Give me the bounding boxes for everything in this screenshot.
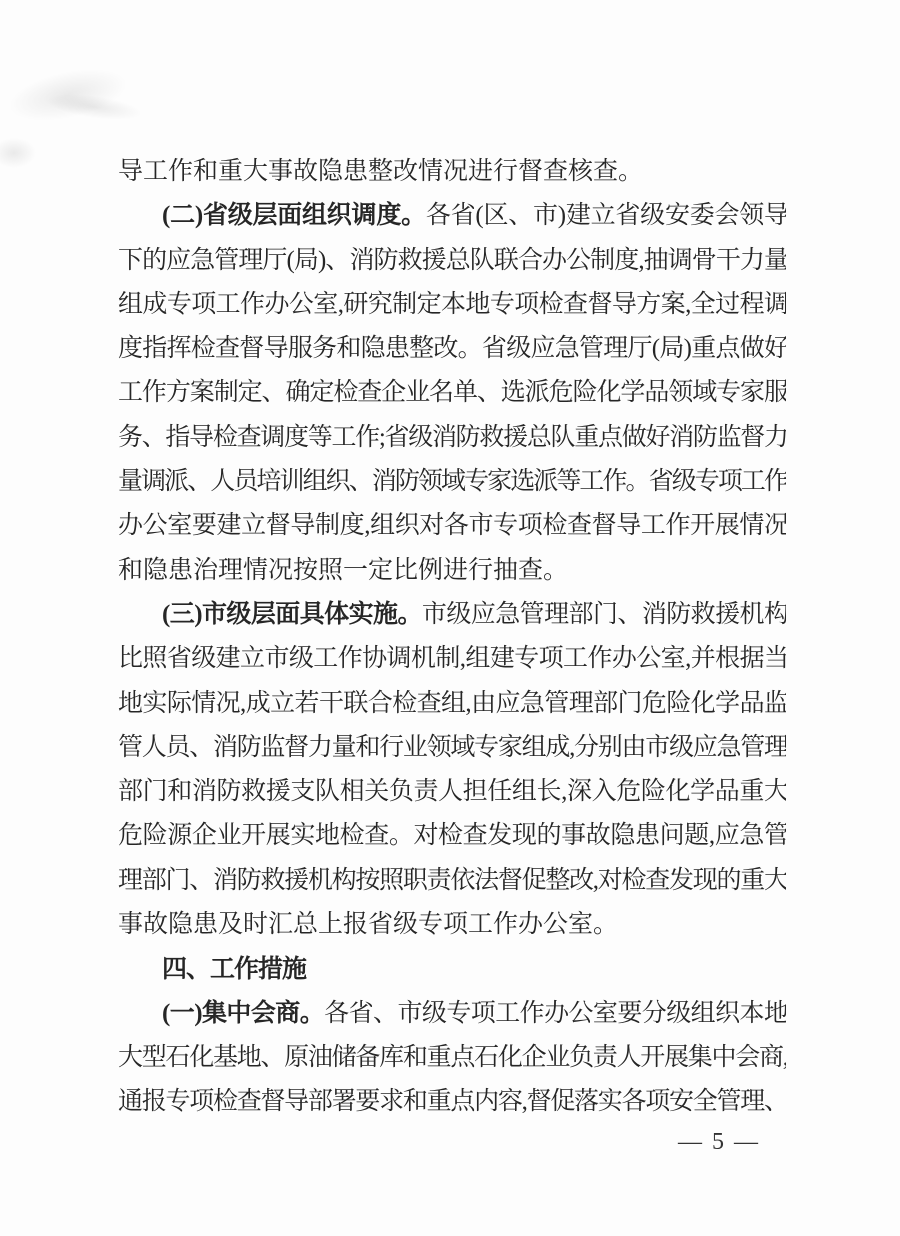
- bold-lead: 四、工作措施: [162, 955, 307, 984]
- text-line: [118, 1080, 786, 1124]
- text-line: [118, 770, 786, 814]
- text-line: [118, 903, 786, 947]
- text-line: [118, 460, 786, 504]
- line-text: 大型石化基地、原油储备库和重点石化企业负责人开展集中会商,: [118, 1043, 786, 1071]
- text-line: [118, 859, 786, 903]
- bold-lead: (三)市级层面具体实施。: [162, 600, 422, 628]
- text-line: [118, 549, 786, 593]
- scan-smudge: [45, 89, 143, 124]
- line-text: 部门和消防救援支队相关负责人担任组长,深入危险化学品重大: [118, 778, 786, 806]
- scan-smudge: [0, 138, 36, 168]
- text-line: [118, 327, 786, 371]
- text-line: [118, 416, 786, 460]
- text-line: [118, 194, 786, 238]
- line-text: 比照省级建立市级工作协调机制,组建专项工作办公室,并根据当: [118, 645, 786, 673]
- text-line: [118, 283, 786, 327]
- page-number: [0, 1124, 900, 1160]
- line-text: 和隐患治理情况按照一定比例进行抽查。: [118, 556, 569, 584]
- line-text: 组成专项工作办公室,研究制定本地专项检查督导方案,全过程调: [118, 290, 786, 318]
- text-line: [118, 371, 786, 415]
- bold-lead: (二)省级层面组织调度。: [162, 202, 426, 230]
- bold-lead: (一)集中会商。: [162, 999, 325, 1027]
- line-text: 各省(区、市)建立省级安委会领导: [425, 202, 786, 230]
- text-line: [118, 239, 786, 283]
- text-line: [118, 504, 786, 548]
- text-line: [118, 1036, 786, 1080]
- line-text: 事故隐患及时汇总上报省级专项工作办公室。: [118, 911, 619, 939]
- line-text: 危险源企业开展实地检查。对检查发现的事故隐患问题,应急管: [118, 822, 786, 850]
- line-text: 办公室要建立督导制度,组织对各市专项检查督导工作开展情况: [118, 512, 786, 540]
- line-text: 下的应急管理厅(局)、消防救援总队联合办公制度,抽调骨干力量: [118, 246, 786, 274]
- text-line: [118, 637, 786, 681]
- text-line: [118, 726, 786, 770]
- line-text: 通报专项检查督导部署要求和重点内容,督促落实各项安全管理、: [118, 1088, 786, 1116]
- section-heading: [118, 947, 786, 991]
- line-text: 导工作和重大事故隐患整改情况进行督查核查。: [118, 158, 644, 185]
- text-line: [118, 593, 786, 637]
- text-line: [118, 814, 786, 858]
- line-text: 量调派、人员培训组织、消防领域专家选派等工作。省级专项工作: [118, 468, 786, 496]
- text-line: [118, 150, 786, 194]
- line-text: 地实际情况,成立若干联合检查组,由应急管理部门危险化学品监: [118, 689, 786, 717]
- line-text: 市级应急管理部门、消防救援机构: [421, 600, 786, 628]
- line-text: 工作方案制定、确定检查企业名单、选派危险化学品领域专家服: [118, 379, 786, 407]
- line-text: 务、指导检查调度等工作;省级消防救援总队重点做好消防监督力: [118, 423, 786, 451]
- line-text: 度指挥检查督导服务和隐患整改。省级应急管理厅(局)重点做好: [118, 335, 786, 363]
- line-text: 理部门、消防救援机构按照职责依法督促整改,对检查发现的重大: [118, 866, 786, 894]
- document-text: [118, 150, 786, 1125]
- scan-smudge: [5, 60, 132, 130]
- line-text: 管人员、消防监督力量和行业领域专家组成,分别由市级应急管理: [118, 733, 786, 761]
- line-text: 各省、市级专项工作办公室要分级组织本地: [324, 999, 786, 1027]
- page-number-text: — 5 —: [678, 1129, 760, 1155]
- text-line: [118, 992, 786, 1036]
- text-line: [118, 682, 786, 726]
